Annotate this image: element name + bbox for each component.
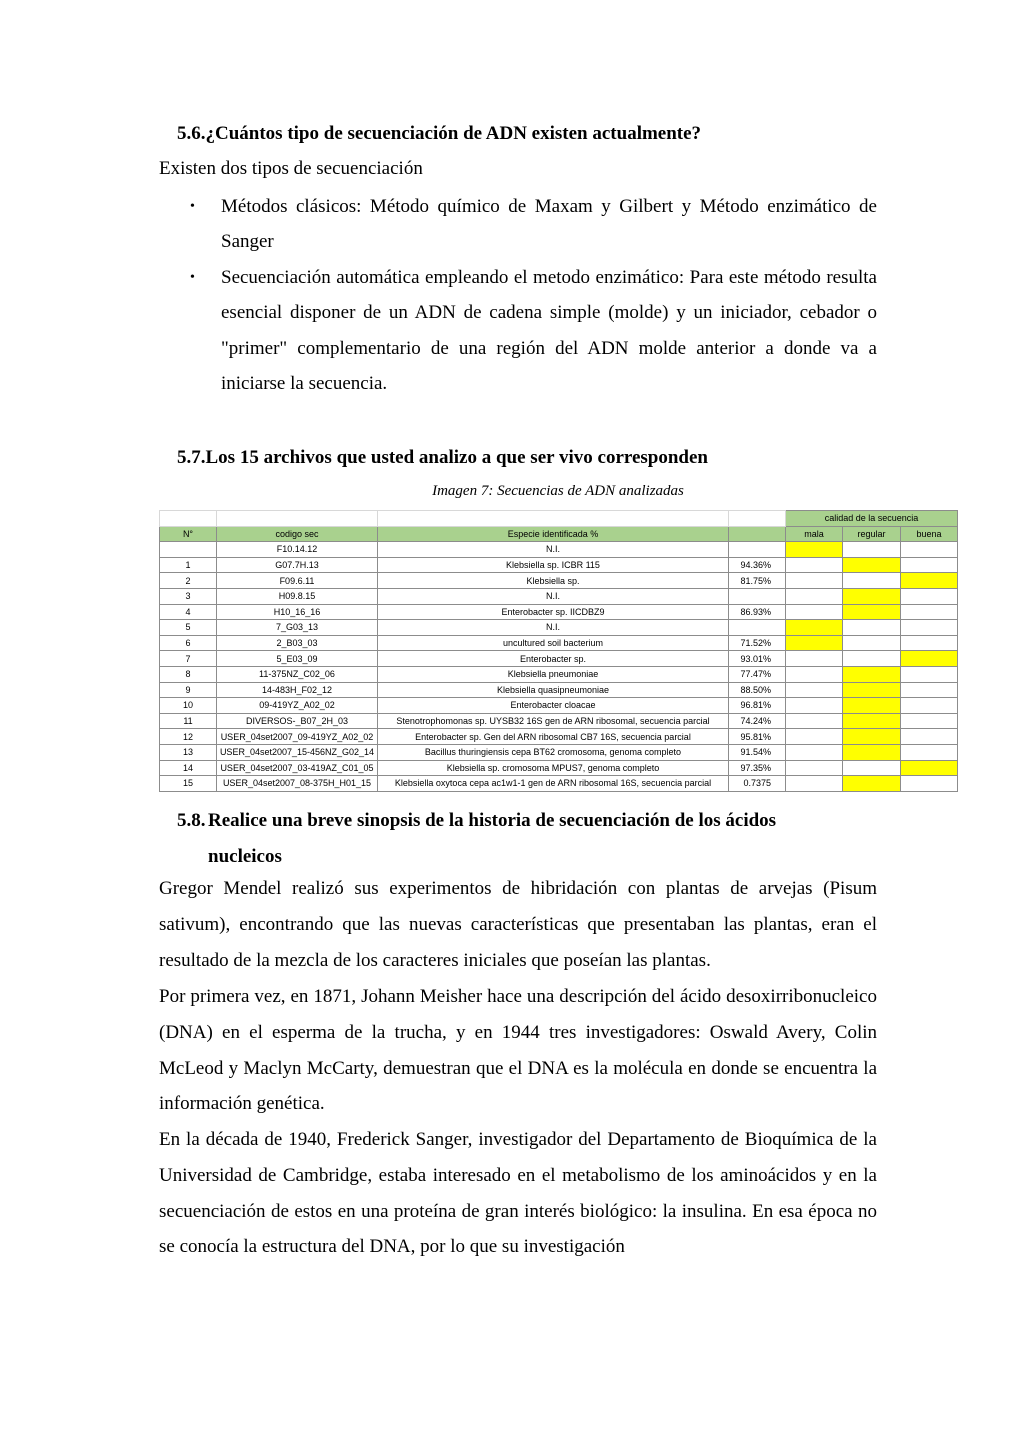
- table-row: [160, 682, 958, 698]
- cell-code: F10.14.12: [217, 542, 378, 558]
- cell-quality-mala: [786, 760, 843, 776]
- cell-quality-regular: [843, 698, 901, 714]
- cell-num: 4: [160, 604, 217, 620]
- cell-num: 2: [160, 573, 217, 589]
- cell-code: 2_B03_03: [217, 635, 378, 651]
- col-header-num: N°: [160, 526, 217, 542]
- col-header-code: codigo sec: [217, 526, 378, 542]
- col-header-species: Especie identificada %: [378, 526, 729, 542]
- cell-quality-mala: [786, 620, 843, 636]
- cell-num: 5: [160, 620, 217, 636]
- cell-quality-regular: [843, 635, 901, 651]
- cell-quality-buena: [901, 651, 958, 667]
- table-row: [160, 729, 958, 745]
- cell-quality-mala: [786, 713, 843, 729]
- cell-quality-mala: [786, 666, 843, 682]
- cell-code: 09-419YZ_A02_02: [217, 698, 378, 714]
- table-row: [160, 635, 958, 651]
- cell-quality-regular: [843, 666, 901, 682]
- cell-quality-buena: [901, 573, 958, 589]
- cell-quality-buena: [901, 666, 958, 682]
- heading-5-8-number: 5.8.: [177, 810, 206, 831]
- cell-quality-mala: [786, 729, 843, 745]
- paragraph-mendel: Gregor Mendel realizó sus experimentos de hibridación con plantas de arvejas (Pisum sativum), encontrando que las nuevas características que presentaban las plantas, eran el resultado de la mezcla de los caracteres iniciales que poseían las plantas.: [159, 878, 877, 971]
- cell-code: G07.7H.13: [217, 557, 378, 573]
- cell-num: 3: [160, 588, 217, 604]
- cell-code: F09.6.11: [217, 573, 378, 589]
- heading-5-6: 5.6.¿Cuántos tipo de secuenciación de ADN existen actualmente?: [177, 123, 702, 144]
- cell-num: 9: [160, 682, 217, 698]
- heading-5-8-line1: Realice una breve sinopsis de la historia de secuenciación de los ácidos: [208, 810, 777, 831]
- cell-num: [160, 542, 217, 558]
- cell-pct: 94.36%: [729, 557, 786, 573]
- list-item: [159, 189, 877, 260]
- cell-pct: 77.47%: [729, 666, 786, 682]
- col-header-regular: regular: [843, 526, 901, 542]
- cell-code: 11-375NZ_C02_06: [217, 666, 378, 682]
- cell-pct: [729, 620, 786, 636]
- cell-pct: 95.81%: [729, 729, 786, 745]
- cell-species: Enterobacter sp. IICDBZ9: [378, 604, 729, 620]
- bullet-icon: •: [190, 199, 195, 214]
- cell-code: H10_16_16: [217, 604, 378, 620]
- table-row: [160, 557, 958, 573]
- heading-5-8-line2: nucleicos: [208, 845, 282, 867]
- col-header-buena: buena: [901, 526, 958, 542]
- heading-5-8: [177, 803, 877, 875]
- cell-num: 11: [160, 713, 217, 729]
- cell-species: Bacillus thuringiensis cepa BT62 cromosoma, genoma completo: [378, 744, 729, 760]
- cell-quality-mala: [786, 651, 843, 667]
- cell-quality-regular: [843, 682, 901, 698]
- cell-quality-buena: [901, 542, 958, 558]
- cell-quality-mala: [786, 635, 843, 651]
- cell-pct: 97.35%: [729, 760, 786, 776]
- cell-code: H09.8.15: [217, 588, 378, 604]
- cell-quality-buena: [901, 682, 958, 698]
- table-row: [160, 744, 958, 760]
- cell-pct: 71.52%: [729, 635, 786, 651]
- cell-species: Klebsiella sp. cromosoma MPUS7, genoma completo: [378, 760, 729, 776]
- sequencing-types-list: [159, 189, 877, 401]
- paragraph-sanger: En la década de 1940, Frederick Sanger, investigador del Departamento de Bioquímica de la Universidad de Cambridge, estaba interesado en el metabolismo de los aminoácidos y en la secuenciación de estos en una proteína de gran interés biológico: la insulina. En esa época no se conocía la estructura del DNA, por lo que su investigación: [159, 1129, 877, 1258]
- cell-num: 14: [160, 760, 217, 776]
- table-row: [160, 698, 958, 714]
- cell-code: USER_04set2007_15-456NZ_G02_14: [217, 744, 378, 760]
- cell-quality-buena: [901, 604, 958, 620]
- cell-quality-regular: [843, 651, 901, 667]
- list-item-text: Secuenciación automática empleando el metodo enzimático: Para este método resulta esencial disponer de un ADN de cadena simple (molde) y un iniciador, cebador o "primer" complementario de una región del ADN molde anterior a donde va a iniciarse la secuencia.: [221, 266, 877, 395]
- list-item: [159, 260, 877, 402]
- cell-species: Enterobacter cloacae: [378, 698, 729, 714]
- cell-quality-regular: [843, 713, 901, 729]
- cell-quality-regular: [843, 744, 901, 760]
- cell-species: Klebsiella sp.: [378, 573, 729, 589]
- table-quality-header-row: [160, 511, 958, 527]
- table-row: [160, 588, 958, 604]
- cell-num: 1: [160, 557, 217, 573]
- cell-pct: [729, 588, 786, 604]
- table-header-row: [160, 526, 958, 542]
- cell-quality-regular: [843, 760, 901, 776]
- cell-code: DIVERSOS-_B07_2H_03: [217, 713, 378, 729]
- cell-species: Klebsiella oxytoca cepa ac1w1-1 gen de ARN ribosomal 16S, secuencia parcial: [378, 776, 729, 792]
- table-row: [160, 620, 958, 636]
- cell-quality-regular: [843, 573, 901, 589]
- cell-quality-mala: [786, 604, 843, 620]
- cell-quality-mala: [786, 776, 843, 792]
- cell-quality-mala: [786, 744, 843, 760]
- cell-quality-regular: [843, 729, 901, 745]
- cell-pct: 93.01%: [729, 651, 786, 667]
- table-row: [160, 604, 958, 620]
- quality-header: calidad de la secuencia: [786, 511, 958, 527]
- table-row: [160, 573, 958, 589]
- cell-quality-mala: [786, 588, 843, 604]
- cell-code: USER_04set2007_08-375H_H01_15: [217, 776, 378, 792]
- cell-quality-regular: [843, 604, 901, 620]
- cell-species: Klebsiella pneumoniae: [378, 666, 729, 682]
- cell-quality-buena: [901, 698, 958, 714]
- cell-species: Enterobacter sp.: [378, 651, 729, 667]
- cell-quality-regular: [843, 620, 901, 636]
- cell-num: 8: [160, 666, 217, 682]
- col-header-mala: mala: [786, 526, 843, 542]
- cell-num: 10: [160, 698, 217, 714]
- intro-text: Existen dos tipos de secuenciación: [159, 158, 423, 179]
- cell-pct: 0.7375: [729, 776, 786, 792]
- cell-quality-buena: [901, 776, 958, 792]
- cell-quality-regular: [843, 542, 901, 558]
- cell-quality-buena: [901, 713, 958, 729]
- cell-species: Stenotrophomonas sp. UYSB32 16S gen de ARN ribosomal, secuencia parcial: [378, 713, 729, 729]
- cell-num: 7: [160, 651, 217, 667]
- cell-quality-regular: [843, 557, 901, 573]
- cell-quality-mala: [786, 542, 843, 558]
- cell-code: USER_04set2007_09-419YZ_A02_02: [217, 729, 378, 745]
- cell-pct: 81.75%: [729, 573, 786, 589]
- cell-species: Klebsiella quasipneumoniae: [378, 682, 729, 698]
- list-item-text: Métodos clásicos: Método químico de Maxam y Gilbert y Método enzimático de Sanger: [221, 196, 877, 253]
- cell-code: 14-483H_F02_12: [217, 682, 378, 698]
- cell-pct: 91.54%: [729, 744, 786, 760]
- cell-species: uncultured soil bacterium: [378, 635, 729, 651]
- cell-pct: 88.50%: [729, 682, 786, 698]
- cell-code: USER_04set2007_03-419AZ_C01_05: [217, 760, 378, 776]
- cell-species: N.I.: [378, 588, 729, 604]
- cell-species: Klebsiella sp. ICBR 115: [378, 557, 729, 573]
- cell-quality-buena: [901, 760, 958, 776]
- table-row: [160, 713, 958, 729]
- cell-quality-buena: [901, 744, 958, 760]
- cell-quality-regular: [843, 588, 901, 604]
- col-header-pct: [729, 526, 786, 542]
- cell-quality-regular: [843, 776, 901, 792]
- cell-quality-mala: [786, 682, 843, 698]
- table-row: [160, 542, 958, 558]
- table-row: [160, 666, 958, 682]
- cell-quality-mala: [786, 557, 843, 573]
- cell-code: 5_E03_09: [217, 651, 378, 667]
- cell-species: Enterobacter sp. Gen del ARN ribosomal CB7 16S, secuencia parcial: [378, 729, 729, 745]
- table-row: [160, 776, 958, 792]
- cell-quality-buena: [901, 557, 958, 573]
- cell-quality-mala: [786, 698, 843, 714]
- cell-quality-buena: [901, 635, 958, 651]
- table-row: [160, 651, 958, 667]
- cell-num: 6: [160, 635, 217, 651]
- cell-num: 15: [160, 776, 217, 792]
- cell-quality-mala: [786, 573, 843, 589]
- figure-caption: Imagen 7: Secuencias de ADN analizadas: [432, 483, 684, 499]
- cell-code: 7_G03_13: [217, 620, 378, 636]
- heading-5-7: 5.7.Los 15 archivos que usted analizo a que ser vivo corresponden: [177, 447, 708, 468]
- cell-pct: 96.81%: [729, 698, 786, 714]
- table-row: [160, 760, 958, 776]
- cell-quality-buena: [901, 588, 958, 604]
- cell-pct: [729, 542, 786, 558]
- sequence-table: [159, 510, 958, 792]
- cell-species: N.I.: [378, 542, 729, 558]
- cell-species: N.I.: [378, 620, 729, 636]
- cell-num: 12: [160, 729, 217, 745]
- cell-quality-buena: [901, 729, 958, 745]
- cell-pct: 86.93%: [729, 604, 786, 620]
- bullet-icon: •: [190, 269, 195, 285]
- paragraph-meisher: Por primera vez, en 1871, Johann Meisher hace una descripción del ácido desoxirribonucleico (DNA) en el esperma de la trucha, y en 1944 tres investigadores: Oswald Avery, Colin McLeod y Maclyn McCarty, demuestran que el DNA es la molécula en donde se encuentra la información genética.: [159, 986, 877, 1115]
- cell-pct: 74.24%: [729, 713, 786, 729]
- cell-quality-buena: [901, 620, 958, 636]
- cell-num: 13: [160, 744, 217, 760]
